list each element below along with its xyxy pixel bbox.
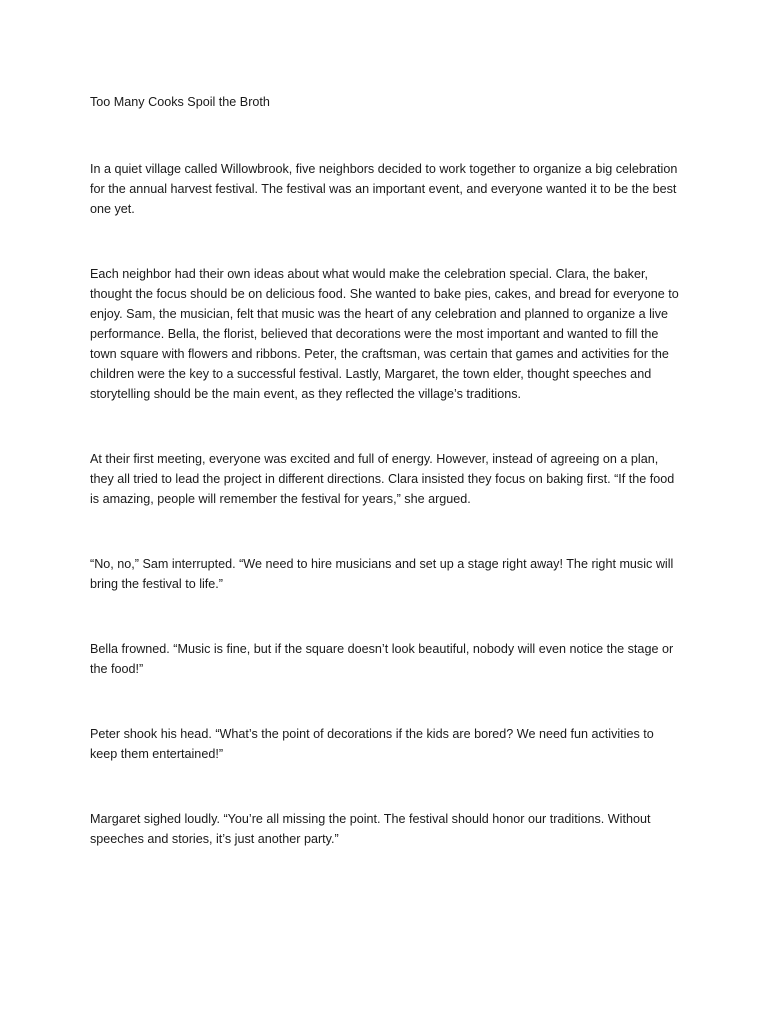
document-title: Too Many Cooks Spoil the Broth — [90, 95, 270, 109]
paragraph-6: Peter shook his head. “What’s the point of decorations if the kids are bored? We need fun activities to keep them entertained!” — [90, 727, 654, 761]
spacer — [90, 594, 680, 639]
spacer — [90, 679, 680, 724]
spacer — [90, 112, 680, 159]
paragraph-4: “No, no,” Sam interrupted. “We need to hire musicians and set up a stage right away! The right music will bring the festival to life.” — [90, 557, 674, 591]
spacer — [90, 404, 680, 449]
paragraph-3: At their first meeting, everyone was excited and full of energy. However, instead of agreeing on a plan, they all tried to lead the project in different directions. Clara insisted they focus on baking first. “If the food is amazing, people will remember the festival for years,” she argued. — [90, 452, 675, 506]
spacer — [90, 219, 680, 264]
document-body — [90, 92, 680, 849]
paragraph-5: Bella frowned. “Music is fine, but if the square doesn’t look beautiful, nobody will even notice the stage or the food!” — [90, 642, 674, 676]
paragraph-7: Margaret sighed loudly. “You’re all missing the point. The festival should honor our traditions. Without speeches and stories, it’s just another party.” — [90, 812, 651, 846]
paragraph-1: In a quiet village called Willowbrook, five neighbors decided to work together to organize a big celebration for the annual harvest festival. The festival was an important event, and everyone wanted it to be the best one yet. — [90, 162, 678, 216]
spacer — [90, 509, 680, 554]
spacer — [90, 764, 680, 809]
paragraph-2: Each neighbor had their own ideas about what would make the celebration special. Clara, the baker, thought the focus should be on delicious food. She wanted to bake pies, cakes, and bread for everyone to enjoy. Sam, the musician, felt that music was the heart of any celebration and planned to organize a live performance. Bella, the florist, believed that decorations were the most important and wanted to fill the town square with flowers and ribbons. Peter, the craftsman, was certain that games and activities for the children were the key to a successful festival. Lastly, Margaret, the town elder, thought speeches and storytelling should be the main event, as they reflected the village’s traditions. — [90, 267, 679, 401]
